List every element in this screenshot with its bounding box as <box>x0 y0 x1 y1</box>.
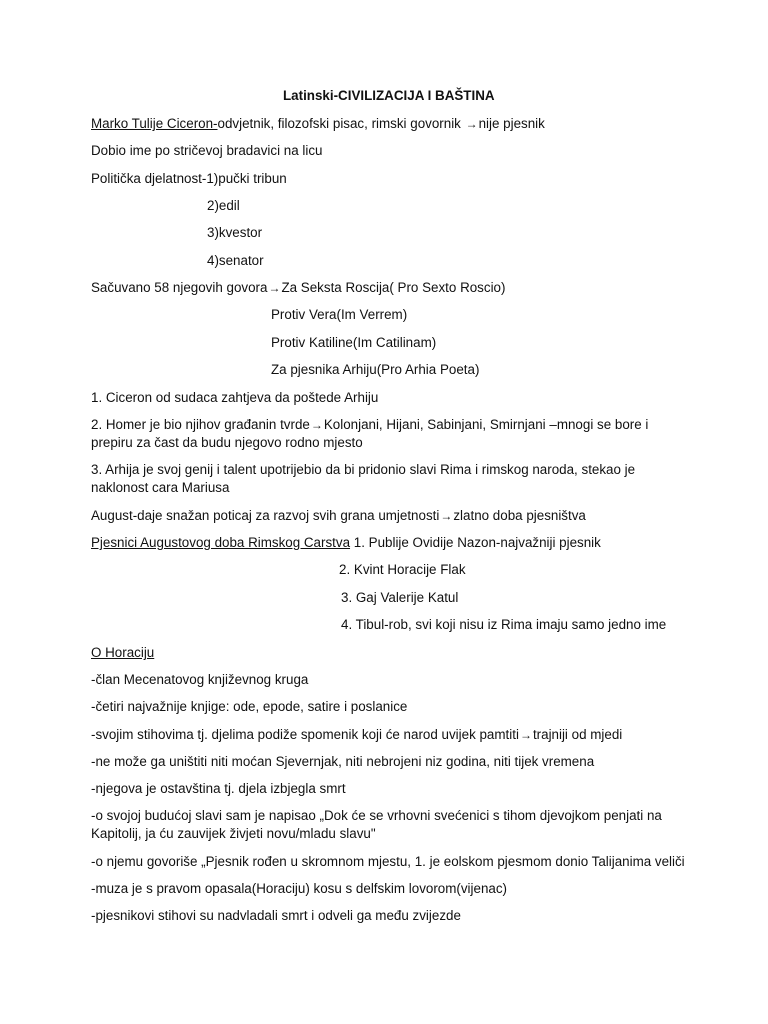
politics-line: Politička djelatnost-1)pučki tribun <box>91 171 287 186</box>
ciceron-name: Marko Tulije Ciceron- <box>91 116 218 131</box>
position-item: 3)kvestor <box>207 225 263 240</box>
horace-heading: O Horaciju <box>91 645 155 660</box>
poet-item: 2. Kvint Horacije Flak <box>339 562 466 577</box>
poets-line <box>91 534 601 551</box>
horace-point-text: -svojim stihovima tj. djelima podiže spomenik koji će narod uvijek pamtiti <box>91 727 519 742</box>
horace-point: -pjesnikovi stihovi su nadvladali smrt i odveli ga među zvijezde <box>91 908 461 923</box>
august-text: August-daje snažan poticaj za razvoj svih grana umjetnosti <box>91 508 440 523</box>
speech-item: Protiv Katiline(Im Catilinam) <box>271 335 437 350</box>
horace-point: -o svojoj budućoj slavi sam je napisao „Dok će se vrhovni svećenici s tihom djevojkom penjati na <box>91 808 662 823</box>
horace-point: -član Mecenatovog književnog kruga <box>91 672 309 687</box>
arrow-icon: → <box>519 728 532 742</box>
poet-item: 1. Publije Ovidije Nazon-najvažniji pjesnik <box>350 535 601 550</box>
argument-3: 3. Arhija je svoj genij i talent upotrijebio da bi pridonio slavi Rima i rimskog naroda, stekao je <box>91 462 636 477</box>
poets-heading: Pjesnici Augustovog doba Rimskog Carstva <box>91 535 351 550</box>
speeches-count: Sačuvano 58 njegovih govora <box>91 280 268 295</box>
ciceron-note: nije pjesnik <box>478 116 545 131</box>
arrow-icon: → <box>465 117 478 131</box>
speech-item: Za Seksta Roscija( Pro Sexto Roscio) <box>281 280 506 295</box>
horace-point: -o njemu govoriše „Pjesnik rođen u skromnom mjestu, 1. je eolskom pjesmom donio Talijanima veliči <box>91 854 685 869</box>
ciceron-intro <box>91 115 545 133</box>
speech-item: Protiv Vera(Im Verrem) <box>271 307 408 322</box>
horace-point <box>91 726 622 744</box>
position-item: 4)senator <box>207 253 264 268</box>
august-result: zlatno doba pjesništva <box>453 508 586 523</box>
august-line <box>91 507 586 525</box>
horace-point-line2: Kapitolij, ja ću zauvijek živjeti novu/mladu slavu" <box>91 826 376 841</box>
position-item: 2)edil <box>207 198 240 213</box>
page-title: Latinski-CIVILIZACIJA I BAŠTINA <box>283 88 495 103</box>
poet-item: 4. Tibul-rob, svi koji nisu iz Rima imaju samo jedno ime <box>341 617 667 632</box>
argument-1: 1. Ciceron od sudaca zahtjeva da poštede Arhiju <box>91 390 379 405</box>
horace-point-result: trajniji od mjedi <box>532 727 623 742</box>
poet-item: 3. Gaj Valerije Katul <box>341 590 459 605</box>
horace-point: -četiri najvažnije knjige: ode, epode, satire i poslanice <box>91 699 408 714</box>
argument-2-text-cont: Kolonjani, Hijani, Sabinjani, Smirnjani –mnogi se bore i <box>323 417 649 432</box>
argument-2-text: 2. Homer je bio njihov građanin tvrde <box>91 417 310 432</box>
speech-item: Za pjesnika Arhiju(Pro Arhia Poeta) <box>271 362 480 377</box>
ciceron-description: odvjetnik, filozofski pisac, rimski govornik <box>217 116 465 131</box>
arrow-icon: → <box>268 281 281 295</box>
horace-point: -ne može ga uništiti niti moćan Sjevernjak, niti nebrojeni niz godina, niti tijek vremena <box>91 754 595 769</box>
argument-2 <box>91 416 648 434</box>
name-origin-line: Dobio ime po stričevoj bradavici na licu <box>91 143 323 158</box>
horace-point: -njegova je ostavština tj. djela izbjegla smrt <box>91 781 346 796</box>
arrow-icon: → <box>310 418 323 432</box>
argument-2-line2: prepiru za čast da budu njegovo rodno mjesto <box>91 435 363 450</box>
speeches-line <box>91 279 505 297</box>
arrow-icon: → <box>440 509 453 523</box>
horace-point: -muza je s pravom opasala(Horaciju) kosu s delfskim lovorom(vijenac) <box>91 881 507 896</box>
argument-3-line2: naklonost cara Mariusa <box>91 480 230 495</box>
